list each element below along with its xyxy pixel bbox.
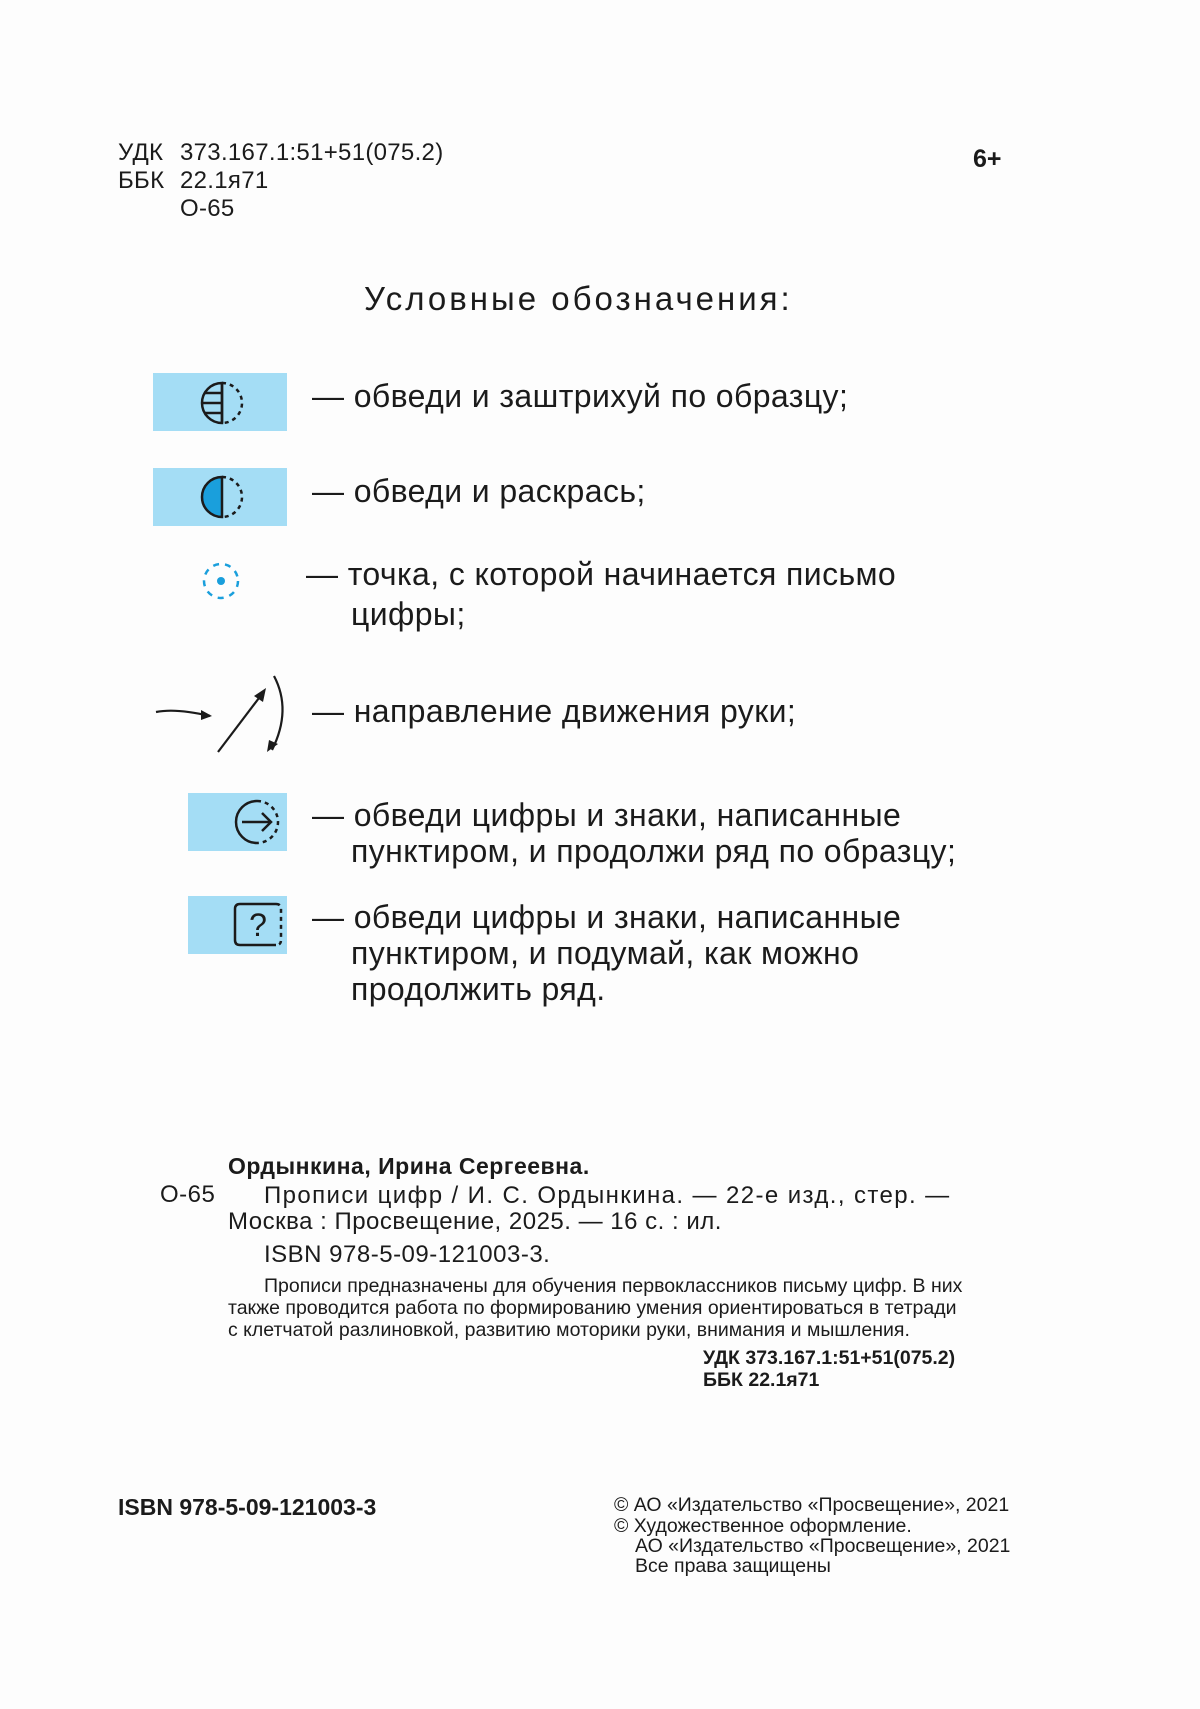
legend-item-4-line: — направление движения руки; (312, 693, 797, 729)
footer-isbn: ISBN 978-5-09-121003-3 (118, 1494, 377, 1520)
copyright-4: Все права защищены (635, 1555, 831, 1577)
legend-item-3 (306, 556, 896, 632)
bbk-value: 22.1я71 (180, 167, 269, 194)
bbk-label: ББК (118, 167, 165, 194)
legend-item-3-line-1: — точка, с которой начинается письмо (306, 556, 897, 592)
legend-item-6-line-3: продолжить ряд. (351, 971, 606, 1007)
bib-udk: УДК 373.167.1:51+51(075.2) (703, 1347, 956, 1369)
bib-abstract-3: с клетчатой разлиновкой, развитию моторики руки, внимания и мышления. (228, 1319, 910, 1341)
bib-line-1: Прописи цифр / И. С. Ордынкина. — 22-е изд., стер. — (264, 1182, 951, 1209)
legend-item-6 (312, 899, 901, 1007)
bib-line-2: Москва : Просвещение, 2025. — 16 с. : ил. (228, 1208, 722, 1235)
direction-arrows-icon (150, 670, 300, 760)
circled-arrow-icon (230, 798, 284, 846)
bib-mark: О-65 (160, 1181, 216, 1208)
age-rating: 6+ (973, 145, 1002, 173)
copyright-1: © АО «Издательство «Просвещение», 2021 (614, 1494, 1010, 1516)
copyright-3: АО «Издательство «Просвещение», 2021 (635, 1535, 1011, 1557)
bib-abstract-1: Прописи предназначены для обучения первоклассников письму цифр. В них (264, 1275, 963, 1297)
legend-item-1 (312, 378, 848, 414)
bib-isbn: ISBN 978-5-09-121003-3. (264, 1241, 551, 1268)
legend-item-5 (312, 797, 956, 869)
legend-item-6-line-1: — обведи цифры и знаки, написанные (312, 899, 902, 935)
legend-item-2 (312, 473, 646, 509)
half-filled-circle-icon (195, 474, 249, 520)
svg-text:?: ? (249, 907, 267, 943)
legend-item-5-line-1: — обведи цифры и знаки, написанные (312, 797, 902, 833)
start-point-icon (201, 561, 241, 601)
legend-item-2-line: — обведи и раскрась; (312, 473, 646, 509)
legend-item-1-line: — обведи и заштрихуй по образцу; (312, 378, 849, 414)
legend-title: Условные обозначения: (364, 280, 793, 317)
bib-abstract-2: также проводится работа по формированию умения ориентироваться в тетради (228, 1297, 957, 1319)
udk-label: УДК (118, 139, 164, 166)
legend-item-3-line-2: цифры; (351, 596, 466, 632)
question-square-icon (232, 900, 284, 950)
half-hatched-circle-icon (195, 380, 249, 426)
copyright-2: © Художественное оформление. (614, 1515, 912, 1537)
bib-bbk: ББК 22.1я71 (703, 1369, 820, 1391)
bib-author: Ордынкина, Ирина Сергеевна. (228, 1153, 590, 1179)
legend-item-5-line-2: пунктиром, и продолжи ряд по образцу; (351, 833, 957, 869)
udk-value: 373.167.1:51+51(075.2) (180, 139, 444, 166)
legend-item-4 (312, 693, 796, 729)
legend-item-6-line-2: пунктиром, и подумай, как можно (351, 935, 860, 971)
author-mark: О-65 (180, 195, 235, 222)
